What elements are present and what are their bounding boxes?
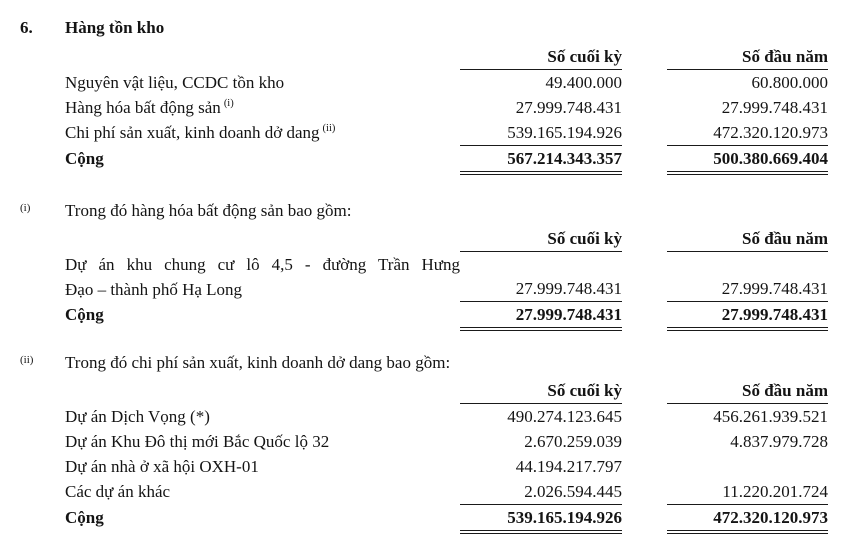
value-end-period: 2.026.594.445 [460,479,622,505]
total-end-period: 539.165.194.926 [460,505,622,534]
note-ii-heading [20,350,828,378]
row-label: Dự án nhà ở xã hội OXH-01 [65,457,259,476]
note-i-marker: (i) [20,202,31,214]
real-estate-goods-table [20,226,828,331]
table-row [20,429,828,454]
row-label: Các dự án khác [65,482,171,501]
total-begin-year: 472.320.120.973 [667,505,828,534]
value-begin-year: 4.837.979.728 [730,432,828,451]
note-i-block [20,198,828,331]
table-row [20,120,828,146]
row-label: Dự án Dịch Vọng (*) [65,407,210,426]
note-i-intro: Trong đó hàng hóa bất động sản bao gồm: [65,201,352,220]
column-header-end-period: Số cuối kỳ [460,44,622,70]
column-header-end-period: Số cuối kỳ [460,378,622,404]
value-begin-year: 60.800.000 [751,73,828,92]
table-row [20,454,828,479]
section-header [20,15,828,40]
value-end-period: 44.194.217.797 [515,457,622,476]
footnote-ref-i: (i) [223,98,234,110]
table-header-row [20,44,828,70]
row-label: Nguyên vật liệu, CCDC tồn kho [65,73,285,92]
work-in-progress-table [20,378,828,534]
row-label: Dự án Khu Đô thị mới Bắc Quốc lộ 32 [65,432,330,451]
column-header-begin-year: Số đầu năm [667,226,828,252]
value-end-period: 539.165.194.926 [460,120,622,146]
note-i-heading [20,198,828,226]
value-end-period: 49.400.000 [545,73,622,92]
value-begin-year: 27.999.748.431 [721,98,828,117]
table-row [20,404,828,429]
table-total-row [20,505,828,534]
column-header-begin-year: Số đầu năm [667,44,828,70]
inventory-summary-table [20,44,828,175]
table-header-row [20,226,828,252]
value-end-period: 27.999.748.431 [460,276,622,302]
row-label: Dự án khu chung cư lô 4,5 - đường Trần Hưng Đạo – thành phố Hạ Long [65,255,460,299]
note-ii-marker: (ii) [20,354,34,366]
value-begin-year: 27.999.748.431 [667,276,828,302]
table-row [20,479,828,505]
table-header-row [20,378,828,404]
column-header-begin-year: Số đầu năm [667,378,828,404]
column-header-end-period: Số cuối kỳ [460,226,622,252]
footnote-ref-ii: (ii) [322,123,336,135]
note-ii-intro: Trong đó chi phí sản xuất, kinh doanh dở dang bao gồm: [65,353,451,372]
section-title: Hàng tồn kho [65,18,165,37]
table-row [20,95,828,120]
total-label: Cộng [65,149,104,168]
value-begin-year: 472.320.120.973 [667,120,828,146]
note-ii-block [20,350,828,534]
total-label: Cộng [65,305,104,324]
table-total-row [20,302,828,331]
table-row [20,252,828,302]
row-label: Chi phí sản xuất, kinh doanh dở dang $^{(ii)}$ [65,123,336,142]
table-total-row [20,146,828,175]
total-end-period: 27.999.748.431 [460,302,622,331]
total-end-period: 567.214.343.357 [460,146,622,175]
table-row [20,70,828,95]
row-label: Hàng hóa bất động sản $^{(i)}$ [65,98,234,117]
total-label: Cộng [65,508,104,527]
value-end-period: 490.274.123.645 [507,407,622,426]
value-begin-year: 456.261.939.521 [713,407,828,426]
section-number: 6. [20,18,33,37]
total-begin-year: 500.380.669.404 [667,146,828,175]
value-end-period: 27.999.748.431 [515,98,622,117]
value-begin-year: 11.220.201.724 [667,479,828,505]
total-begin-year: 27.999.748.431 [667,302,828,331]
value-end-period: 2.670.259.039 [524,432,622,451]
